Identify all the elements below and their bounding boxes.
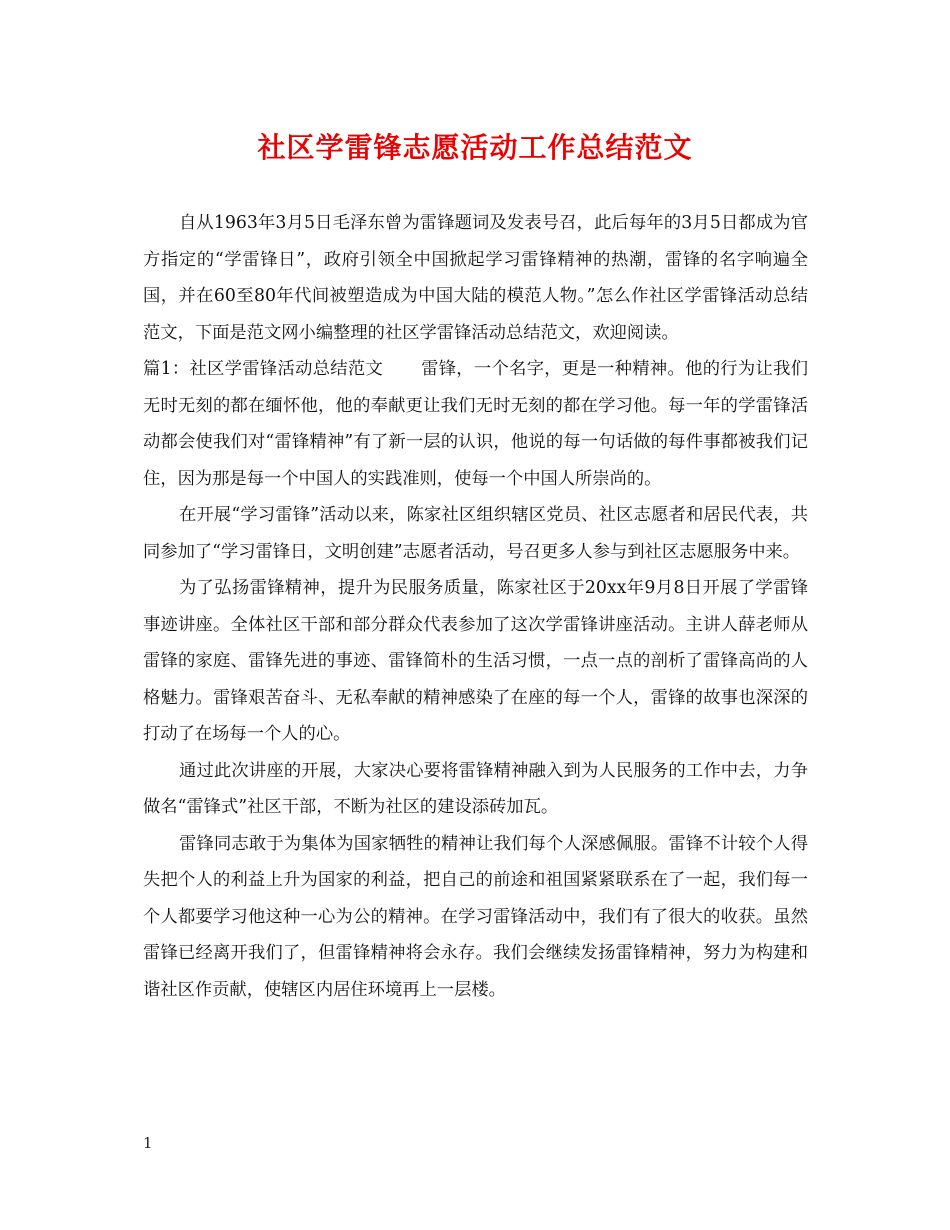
body-paragraph-spirit: 雷锋同志敢于为集体为国家牺牲的精神让我们每个人深感佩服。雷锋不计较个人得失把个人的利益上升为国家的利益，把自己的前途和祖国紧紧联系在了一起，我们每一个人都要学习他这种一心为公的精神。在学习雷锋活动中，我们有了很大的收获。虽然雷锋已经离开我们了，但雷锋精神将会永存。我们会继续发扬雷锋精神，努力为构建和谐社区作贡献，使辖区内居住环境再上一层楼。 — [143, 833, 808, 1000]
intro-paragraph: 自从1963年3月5日毛泽东曾为雷锋题词及发表号召，此后每年的3月5日都成为官方指定的“学雷锋日”，政府引领全中国掀起学习雷锋精神的热潮，雷锋的名字响遍全国，并在60至80年代间被塑造成为中国大陆的模范人物。”怎么作社区学雷锋活动总结范文，下面是范文网小编整理的社区学雷锋活动总结范文，欢迎阅读。 — [143, 213, 808, 343]
document-body — [143, 205, 808, 1008]
body-paragraph-lecture: 为了弘扬雷锋精神，提升为民服务质量，陈家社区于20xx年9月8日开展了学雷锋事迹讲座。全体社区干部和部分群众代表参加了这次学雷锋讲座活动。主讲人薛老师从雷锋的家庭、雷锋先进的事迹、雷锋简朴的生活习惯，一点一点的剖析了雷锋高尚的人格魅力。雷锋艰苦奋斗、无私奉献的精神感染了在座的每一个人，雷锋的故事也深深的打动了在场每一个人的心。 — [143, 578, 808, 744]
article-label: 篇1：社区学雷锋活动总结范文 — [143, 359, 384, 379]
article-first-paragraph — [143, 351, 808, 497]
document-title: 社区学雷锋志愿活动工作总结范文 — [257, 131, 693, 164]
body-paragraph-resolution: 通过此次讲座的开展，大家决心要将雷锋精神融入到为人民服务的工作中去，力争做名“雷锋式”社区干部，不断为社区的建设添砖加瓦。 — [143, 760, 808, 817]
page-number: 1 — [143, 1134, 153, 1152]
article-first-paragraph-text: 雷锋，一个名字，更是一种精神。他的行为让我们无时无刻的都在缅怀他，他的奉献更让我们无时无刻的都在学习他。每一年的学雷锋活动都会使我们对“雷锋精神”有了新一层的认识，他说的每一句话做的每件事都被我们记住，因为那是每一个中国人的实践准则，使每一个中国人所崇尚的。 — [143, 359, 808, 489]
body-paragraph-activity: 在开展“学习雷锋”活动以来，陈家社区组织辖区党员、社区志愿者和居民代表，共同参加了“学习雷锋日，文明创建”志愿者活动，号召更多人参与到社区志愿服务中来。 — [143, 505, 808, 562]
